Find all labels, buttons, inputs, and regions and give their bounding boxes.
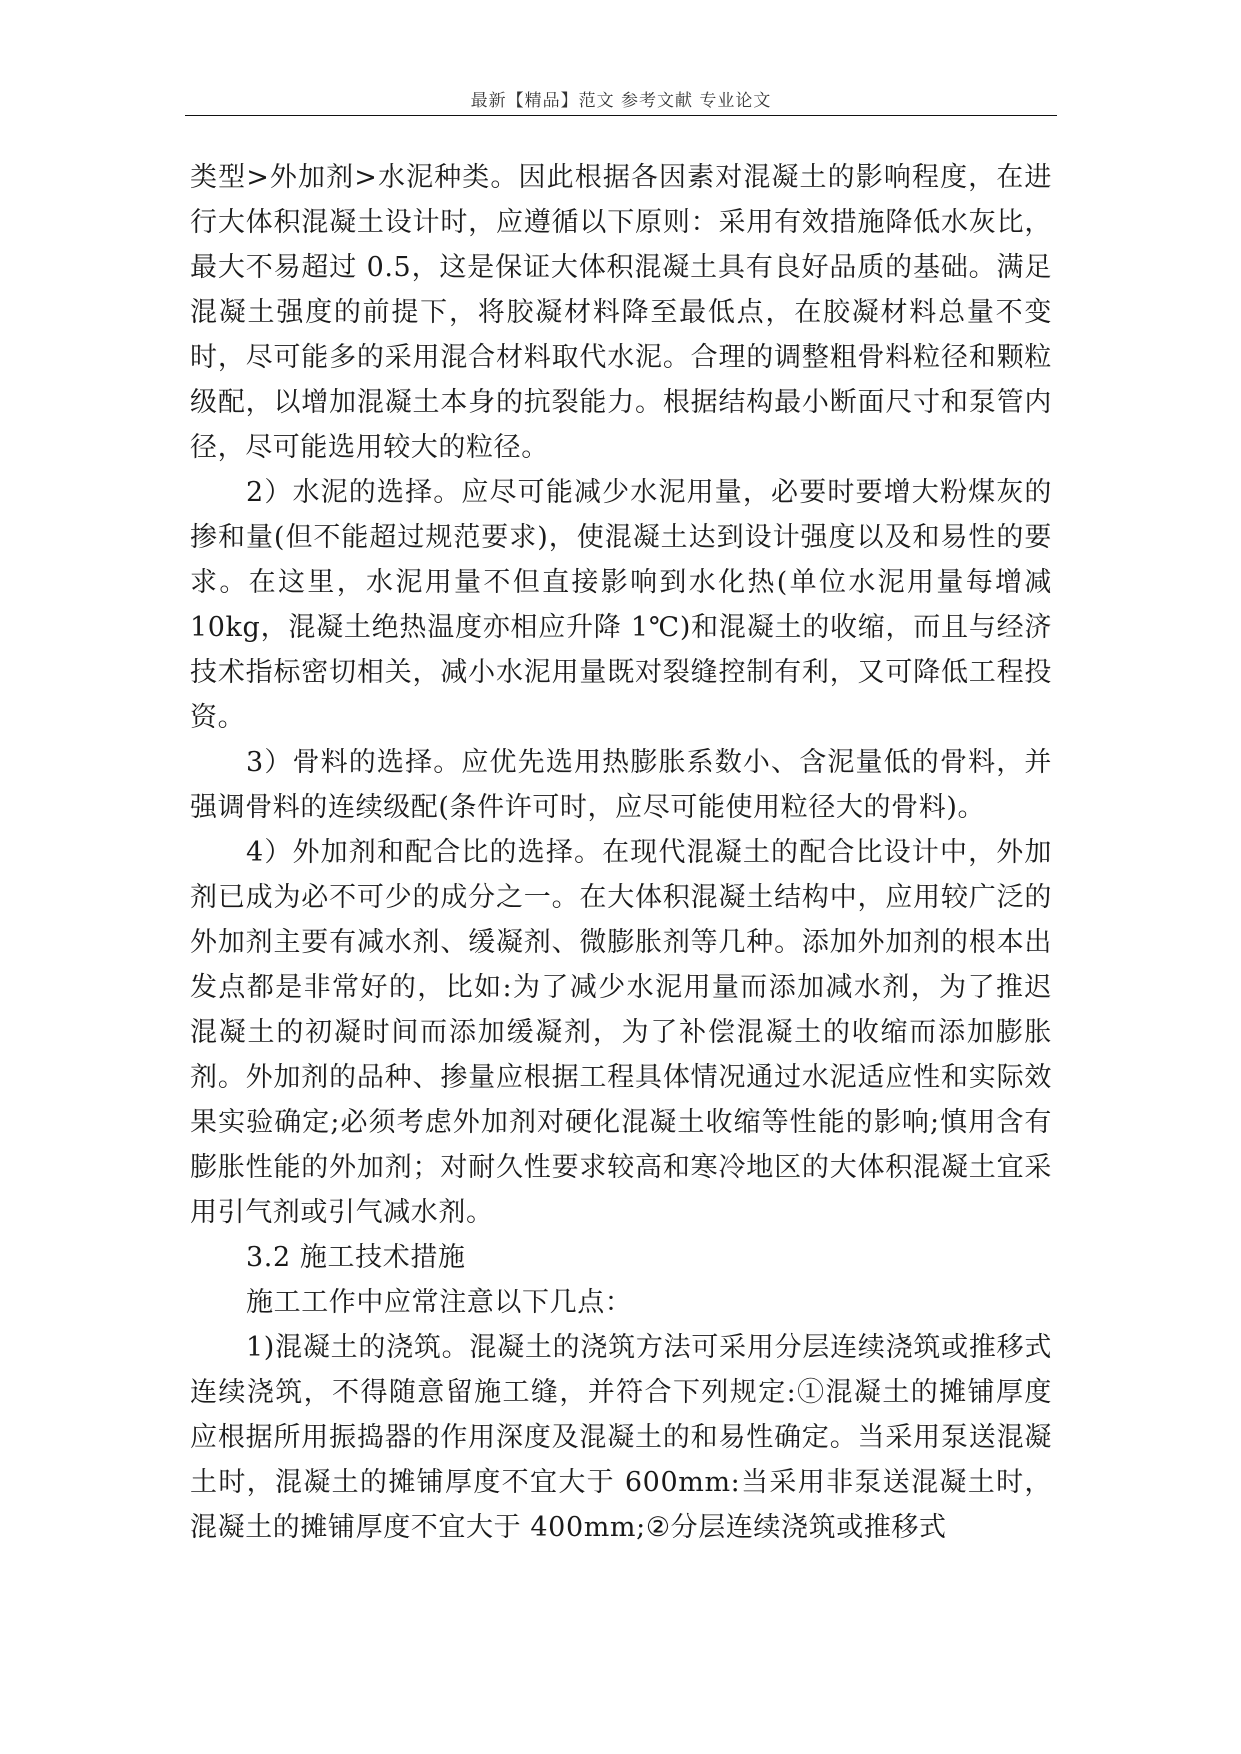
page-header: 最新【精品】范文 参考文献 专业论文 [470,91,772,111]
paragraph-aggregate-selection: 3）骨料的选择。应优先选用热膨胀系数小、含泥量低的骨料，并强调骨料的连续级配(条件许可时，应尽可能使用粒径大的骨料)。 [190,747,1052,823]
paragraph-concrete-pouring: 1)混凝土的浇筑。混凝土的浇筑方法可采用分层连续浇筑或推移式连续浇筑，不得随意留施工缝，并符合下列规定:①混凝土的摊铺厚度应根据所用振捣器的作用深度及混凝土的和易性确定。当采用泵送混凝土时，混凝土的摊铺厚度不宜大于 600mm:当采用非泵送混凝土时，混凝土的摊铺厚度不宜大于 400mm;②分层连续浇筑或推移式 [190,1332,1052,1543]
document-body [190,155,1052,1550]
paragraph-cement-selection: 2）水泥的选择。应尽可能减少水泥用量，必要时要增大粉煤灰的掺和量(但不能超过规范要求)，使混凝土达到设计强度以及和易性的要求。在这里，水泥用量不但直接影响到水化热(单位水泥用量每增减 10kg，混凝土绝热温度亦相应升降 1℃)和混凝土的收缩，而且与经济技术指标密切相关，减小水泥用量既对裂缝控制有利，又可降低工程投资。 [190,477,1052,733]
paragraph-construction-intro: 施工工作中应常注意以下几点： [246,1287,633,1318]
section-heading-construction-measures: 3.2 施工技术措施 [246,1242,466,1273]
paragraph-admixture-selection: 4）外加剂和配合比的选择。在现代混凝土的配合比设计中，外加剂已成为必不可少的成分之一。在大体积混凝土结构中，应用较广泛的外加剂主要有减水剂、缓凝剂、微膨胀剂等几种。添加外加剂的根本出发点都是非常好的，比如:为了减少水泥用量而添加减水剂，为了推迟混凝土的初凝时间而添加缓凝剂，为了补偿混凝土的收缩而添加膨胀剂。外加剂的品种、掺量应根据工程具体情况通过水泥适应性和实际效果实验确定;必须考虑外加剂对硬化混凝土收缩等性能的影响;慎用含有膨胀性能的外加剂；对耐久性要求较高和寒冷地区的大体积混凝土宜采用引气剂或引气减水剂。 [190,837,1052,1228]
header-divider [185,115,1057,116]
paragraph-continuation: 类型>外加剂>水泥种类。因此根据各因素对混凝土的影响程度，在进行大体积混凝土设计时，应遵循以下原则：采用有效措施降低水灰比，最大不易超过 0.5，这是保证大体积混凝土具有良好品质的基础。满足混凝土强度的前提下，将胶凝材料降至最低点，在胶凝材料总量不变时，尽可能多的采用混合材料取代水泥。合理的调整粗骨料粒径和颗粒级配，以增加混凝土本身的抗裂能力。根据结构最小断面尺寸和泵管内径，尽可能选用较大的粒径。 [190,162,1052,463]
